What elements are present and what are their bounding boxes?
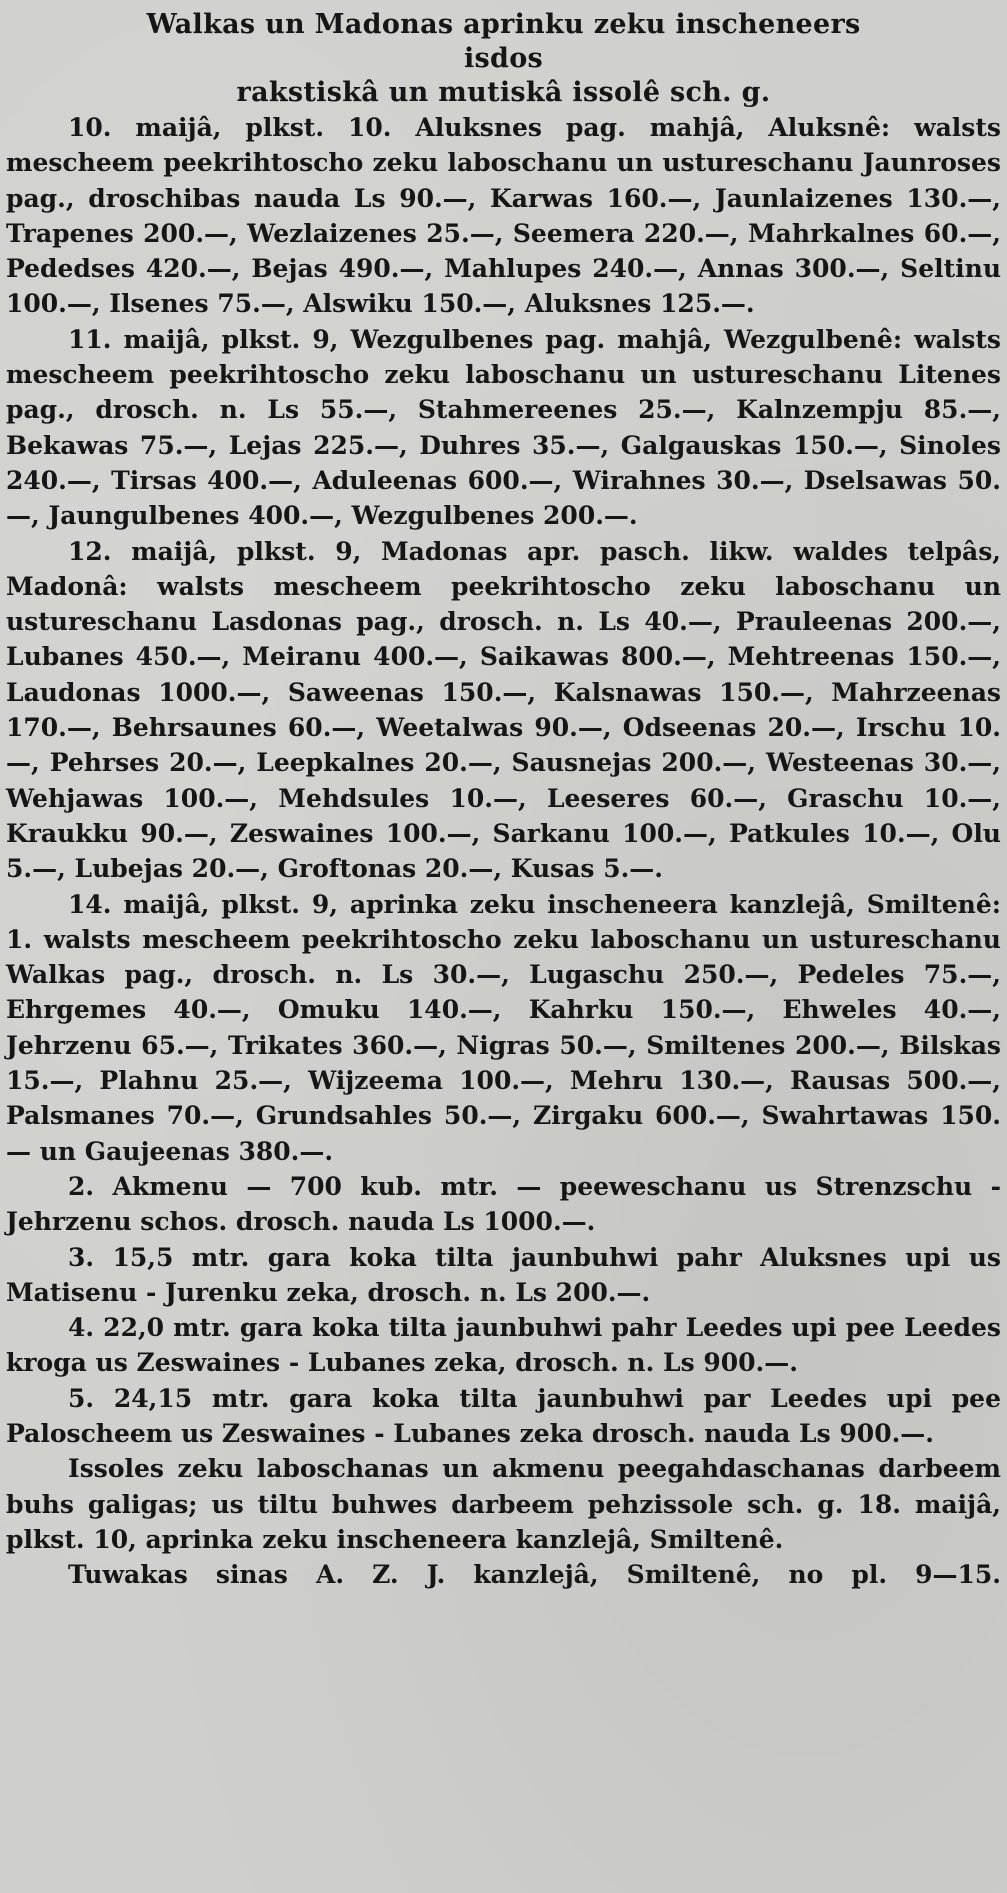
paragraph-may-11: 11. maijâ, plkst. 9, Wezgulbenes pag. mahjâ, Wezgulbenê: walsts mescheem peekrihtoscho zeku laboschanu un ustureschanu Litenes pag., drosch. n. Ls 55.—, Stahmereenes 25.—, Kalnzempju 85.—, Bekawas 75.—, Lejas 225.—, Duhres 35.—, Galgauskas 150.—, Sinoles 240.—, Tirsas 400.—, Aduleenas 600.—, Wirahnes 30.—, Dselsawas 50.—, Jaungulbenes 400.—, Wezgulbenes 200.—. <box>6 324 1001 531</box>
header-line-2: isdos <box>463 43 544 74</box>
paragraph-item-4: 4. 22,0 mtr. gara koka tilta jaunbuhwi pahr Leedes upi pee Leedes kroga us Zeswaines - Lubanes zeka, drosch. n. Ls 900.—. <box>6 1313 1001 1378</box>
paragraph-may-12: 12. maijâ, plkst. 9, Madonas apr. pasch. likw. waldes telpâs, Madonâ: walsts mescheem peekrihtoscho zeku laboschanu un ustureschanu Lasdonas pag., drosch. n. Ls 40.—, Prauleenas 200.—, Lubanes 450.—, Meiranu 400.—, Saikawas 800.—, Mehtreenas 150.—, Laudonas 1000.—, Saweenas 150.—, Kalsnawas 150.—, Mahrzeenas 170.—, Behrsaunes 60.—, Weetalwas 90.—, Odseenas 20.—, Irschu 10.—, Pehrses 20.—, Leepkalnes 20.—, Sausnejas 200.—, Westeenas 30.—, Wehjawas 100.—, Mehdsules 10.—, Leeseres 60.—, Graschu 10.—, Kraukku 90.—, Zeswaines 100.—, Sarkanu 100.—, Patkules 10.—, Olu 5.—, Lubejas 20.—, Groftonas 20.—, Kusas 5.—. <box>6 536 1001 884</box>
paragraph-terms: Issoles zeku laboschanas un akmenu peegahdaschanas darbeem buhs galigas; us tiltu buhwes darbeem pehzissole sch. g. 18. maijâ, plkst. 10, aprinka zeku inscheneera kanzlejâ, Smiltenê. <box>6 1454 1001 1554</box>
announcement-header <box>6 8 1001 110</box>
announcement-body <box>6 110 1001 1592</box>
paragraph-item-3: 3. 15,5 mtr. gara koka tilta jaunbuhwi pahr Aluksnes upi us Matisenu - Jurenku zeka, drosch. n. Ls 200.—. <box>6 1242 1001 1307</box>
paragraph-item-5: 5. 24,15 mtr. gara koka tilta jaunbuhwi par Leedes upi pee Paloscheem us Zeswaines - Lubanes zeka drosch. nauda Ls 900.—. <box>6 1383 1001 1448</box>
paragraph-item-2: 2. Akmenu — 700 kub. mtr. — peeweschanu us Strenzschu - Jehrzenu schos. drosch. nauda Ls 1000.—. <box>6 1171 1001 1237</box>
paragraph-may-14: 14. maijâ, plkst. 9, aprinka zeku inscheneera kanzlejâ, Smiltenê: 1. walsts mescheem peekrihtoscho zeku laboschanu un ustureschanu Walkas pag., drosch. n. Ls 30.—, Lugaschu 250.—, Pedeles 75.—, Ehrgemes 40.—, Omuku 140.—, Kahrku 150.—, Ehweles 40.—, Jehrzenu 65.—, Trikates 360.—, Nigras 50.—, Smiltenes 200.—, Bilskas 15.—, Plahnu 25.—, Wijzeema 100.—, Mehru 130.—, Rausas 500.—, Palsmanes 70.—, Grundsahles 50.—, Zirgaku 600.—, Swahrtawas 150.— un Gaujeenas 380.—. <box>6 889 1001 1166</box>
header-line-3: rakstiskâ un mutiskâ issolê sch. g. <box>236 77 771 108</box>
paragraph-may-10: 10. maijâ, plkst. 10. Aluksnes pag. mahjâ, Aluksnê: walsts mescheem peekrihtoscho zeku laboschanu un ustureschanu Jaunroses pag., droschibas nauda Ls 90.—, Karwas 160.—, Jaunlaizenes 130.—, Trapenes 200.—, Wezlaizenes 25.—, Seemera 220.—, Mahrkalnes 60.—, Pededses 420.—, Bejas 490.—, Mahlupes 240.—, Annas 300.—, Seltinu 100.—, Ilsenes 75.—, Alswiku 150.—, Aluksnes 125.—. <box>6 113 1001 319</box>
footer-line: Tuwakas sinas A. Z. J. kanzlejâ, Smiltenê, no pl. 9—15. <box>68 1560 1001 1590</box>
header-line-1: Walkas un Madonas aprinku zeku inscheneers <box>146 9 861 40</box>
